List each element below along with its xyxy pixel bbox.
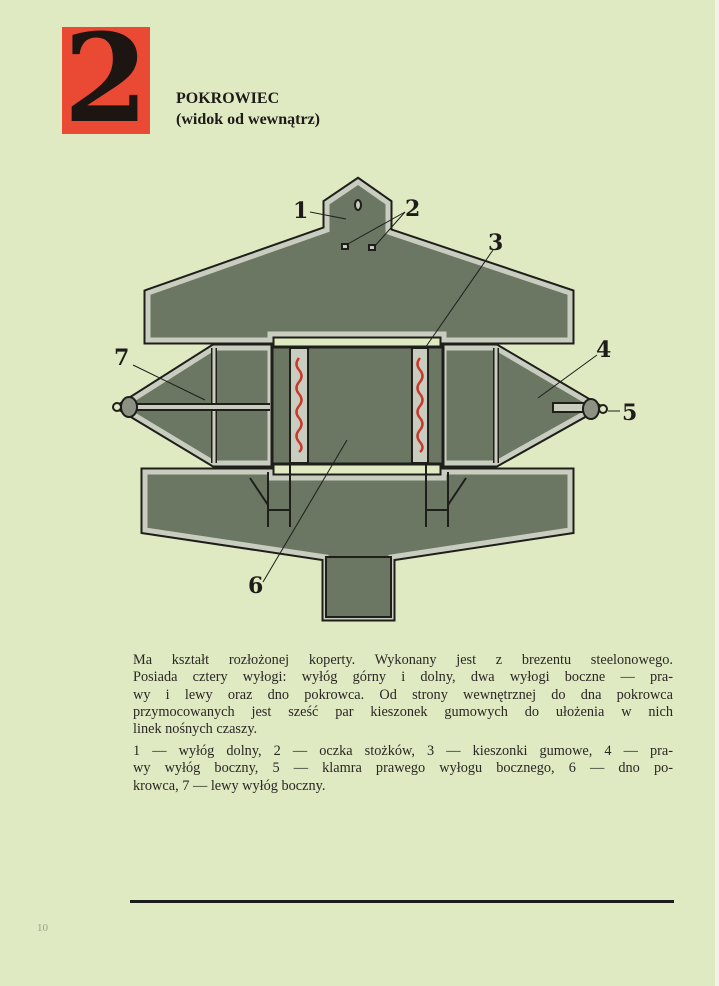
chapter-number: 2	[63, 6, 149, 150]
legend-line: krowca, 7 — lewy wyłóg boczny.	[133, 777, 326, 794]
description-line: Ma kształt rozłożonej koperty. Wykonany jest z brezentu steelonowego.	[133, 652, 673, 668]
title-line-2: (widok od wewnątrz)	[176, 111, 320, 128]
label-5: 5	[622, 400, 638, 426]
left-buckle-icon	[113, 397, 137, 417]
label-2: 2	[405, 196, 421, 222]
legend-line: 1 — wyłóg dolny, 2 — oczka stożków, 3 — kieszonki gumowe, 4 — pra-	[133, 743, 673, 759]
description-line: Posiada cztery wyłogi: wyłóg górny i dolny, dwa wyłogi boczne — pra-	[133, 669, 673, 686]
left-side-flap	[121, 348, 270, 463]
description-line: linek nośnych czaszy.	[133, 721, 258, 738]
legend-line: wy wyłóg boczny, 5 — klamra prawego wyłogu bocznego, 6 — dno po-	[133, 760, 673, 777]
label-4: 4	[596, 337, 612, 363]
label-7: 7	[114, 345, 130, 371]
label-1: 1	[293, 198, 309, 224]
description-paragraph	[133, 652, 673, 738]
label-3: 3	[488, 230, 504, 256]
bottom-flap	[145, 472, 570, 617]
legend-paragraph	[133, 743, 673, 795]
description-line: przymocowanych jest sześć par kieszonek gumowych do ułożenia w nich	[133, 703, 673, 720]
description-line: wy i lewy oraz dno pokrowca. Od strony wewnętrznej do dna pokrowca	[133, 686, 673, 703]
horizontal-rule	[130, 900, 674, 903]
title-line-1: POKROWIEC	[176, 90, 280, 107]
page-number: 10	[37, 922, 48, 934]
label-6: 6	[248, 573, 264, 599]
